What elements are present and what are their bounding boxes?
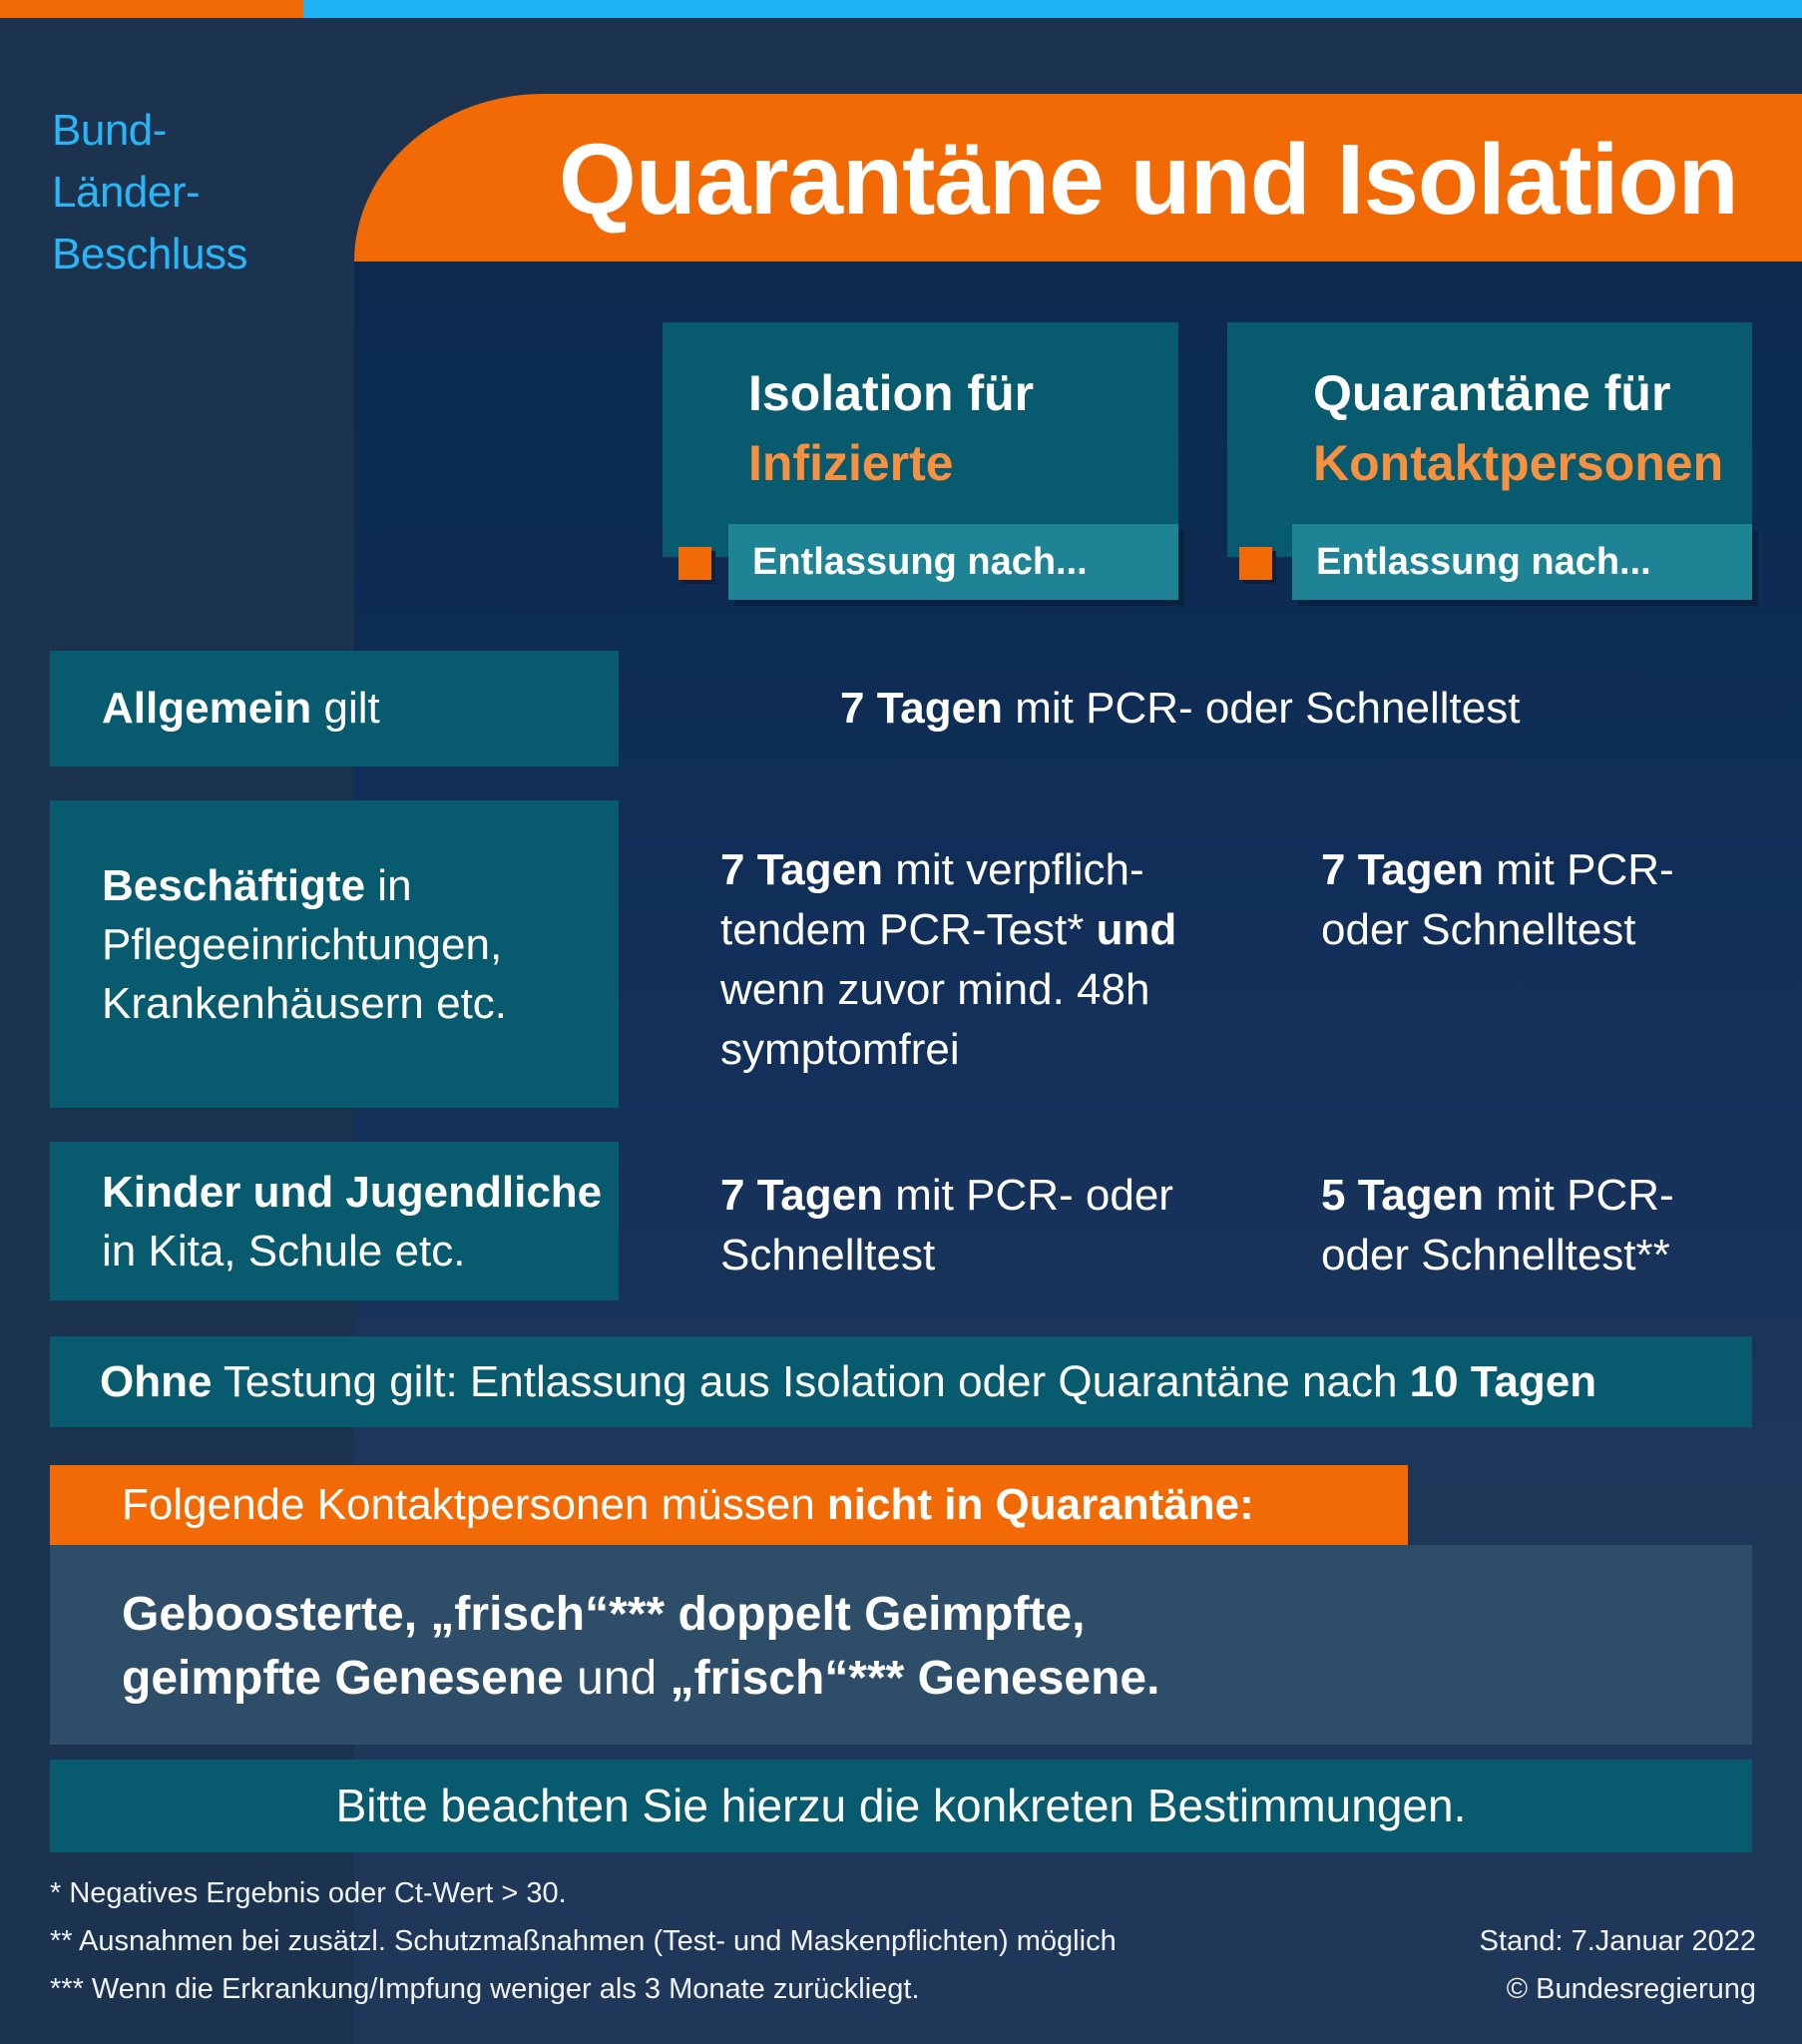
date-stamp: Stand: 7.Januar 2022 [1479, 1925, 1756, 1957]
kicker-line: Bund- [52, 106, 167, 155]
column-title-accent: Infizierte [748, 435, 954, 491]
exempt-header-bar: Folgende Kontaktpersonen müssen nicht in Quarantäne: [50, 1465, 1408, 1545]
column-title: Quarantäne für Kontaktpersonen [1313, 358, 1723, 498]
page-title: Quarantäne und Isolation [559, 124, 1738, 236]
copyright-notice: © Bundesregierung [1506, 1973, 1756, 2005]
row-value-care-quarantine: 7 Tagen mit PCR- oder Schnelltest [1321, 845, 1674, 954]
footnote: *** Wenn die Erkrankung/Impfung weniger als 3 Monate zurückliegt. [50, 1973, 920, 2005]
column-title-accent: Kontaktpersonen [1313, 435, 1724, 491]
row-value-care-isolation: 7 Tagen mit verpflich-tendem PCR-Test* und wenn zuvor mind. 48h symptomfrei [720, 845, 1177, 1074]
kicker-label [52, 100, 351, 285]
exempt-groups-panel: Geboosterte, „frisch“*** doppelt Geimpfte, geimpfte Genesene und „frisch“*** Genesene. [50, 1545, 1752, 1745]
kicker-line: Beschluss [52, 230, 248, 278]
row-label-care-workers: Beschäftigte in Pflegeeinrichtungen, Krankenhäusern etc. [50, 800, 619, 1108]
row-value-children-isolation: 7 Tagen mit PCR- oder Schnelltest [720, 1171, 1173, 1279]
top-stripe-orange [0, 0, 303, 18]
orange-square-bullet-icon [1239, 547, 1272, 580]
footnote: * Negatives Ergebnis oder Ct-Wert > 30. [50, 1877, 567, 1909]
column-subheader: Entlassung nach... [728, 524, 1178, 600]
column-header-isolation [663, 322, 1178, 557]
column-subheader: Entlassung nach... [1292, 524, 1752, 600]
column-title: Isolation für Infizierte [748, 358, 1034, 498]
no-test-rule-bar: Ohne Testung gilt: Entlassung aus Isolation oder Quarantäne nach 10 Tagen [50, 1336, 1752, 1427]
footnote: ** Ausnahmen bei zusätzl. Schutzmaßnahmen (Test- und Maskenpflichten) möglich [50, 1925, 1117, 1957]
row-value-general: 7 Tagen mit PCR- oder Schnelltest [840, 684, 1521, 733]
row-value-children-quarantine: 5 Tagen mit PCR- oder Schnelltest** [1321, 1171, 1674, 1279]
top-stripe-blue [303, 0, 1802, 18]
row-label-general: Allgemein gilt [50, 651, 619, 766]
notice-bar: Bitte beachten Sie hierzu die konkreten Bestimmungen. [50, 1760, 1752, 1852]
row-label-children: Kinder und Jugendliche in Kita, Schule etc. [50, 1142, 619, 1300]
column-header-quarantine [1227, 322, 1752, 557]
orange-square-bullet-icon [678, 547, 711, 580]
kicker-line: Länder- [52, 168, 201, 217]
